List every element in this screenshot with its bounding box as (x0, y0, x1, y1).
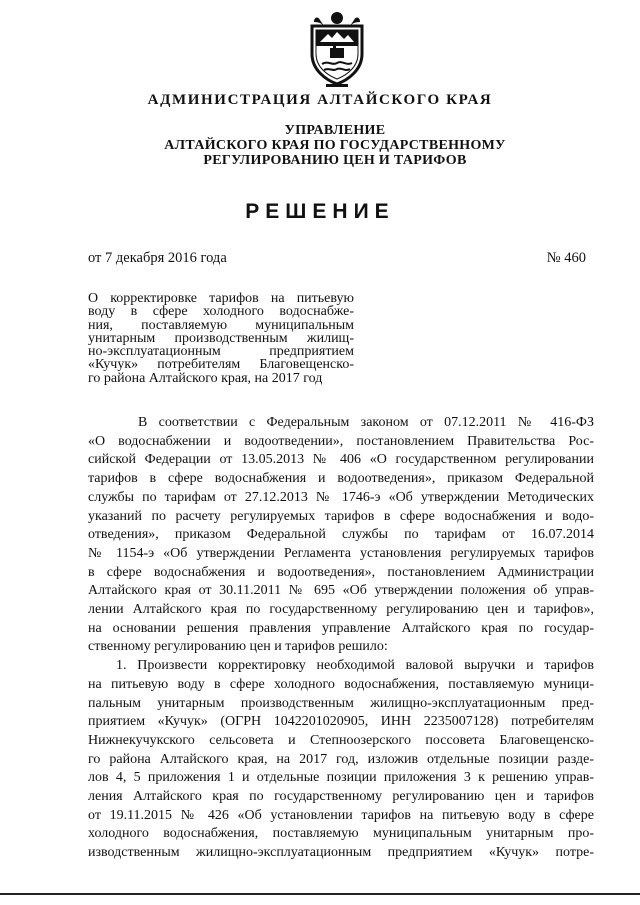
page-bottom-rule (0, 893, 640, 895)
body-line: указаний по расчету регулируемых тарифов в сфере водоснабжения и водо- (88, 508, 594, 524)
body-line: пальным унитарным производственным жилищно-эксплуатационным пред- (88, 695, 594, 711)
department-line: УПРАВЛЕНИЕ (284, 123, 386, 138)
body-line: холодного водоснабжения, поставляемую муниципальным унитарным про- (88, 826, 594, 842)
department-line: АЛТАЙСКОГО КРАЯ ПО ГОСУДАРСТВЕННОМУ (164, 138, 506, 153)
subject-line: «Кучук» потребителям Благовещенско- (88, 357, 354, 373)
document-type-heading: РЕШЕНИЕ (245, 200, 395, 223)
administration-title: АДМИНИСТРАЦИЯ АЛТАЙСКОГО КРАЯ (147, 92, 493, 108)
body-line: тарифов в сфере водоснабжения и водоотведения», приказом Федеральной (88, 471, 594, 487)
body-line: ственному регулированию цен и тарифов решило: (88, 639, 388, 655)
body-line: Нижнекучукского сельсовета и Степноозерского поссовета Благовещенско- (88, 732, 594, 748)
body-line: приятием «Кучук» (ОГРН 1042201020905, ИНН 2235007128) потребителям (88, 714, 594, 730)
document-subject (88, 292, 354, 385)
document-number: № 460 (546, 250, 586, 266)
subject-line: ния, поставляемую муниципальным (88, 317, 354, 333)
subject-line: унитарным производственным жилищ- (88, 330, 354, 346)
body-line: В соответствии с Федеральным законом от 07.12.2011 № 416-ФЗ (138, 415, 594, 430)
body-line: № 1154-э «Об утверждении Регламента установления регулируемых тарифов (88, 545, 594, 561)
document-date: от 7 декабря 2016 года (88, 250, 227, 266)
body-line: лении Алтайского края по государственному регулированию цен и тарифов», (88, 602, 594, 618)
subject-line: го района Алтайского края, на 2017 год (88, 370, 323, 386)
department-title (100, 123, 570, 168)
body-line: «О водоснабжении и водоотведении», постановлением Правительства Рос- (88, 433, 594, 449)
body-line: сийской Федерации от 13.05.2013 № 406 «О государственном регулировании (88, 452, 594, 468)
subject-line: но-эксплуатационным предприятием (88, 344, 354, 360)
coat-of-arms-icon (300, 8, 374, 88)
body-line: ления Алтайского края по государственному регулированию цен и тарифов (88, 789, 594, 805)
body-line: от 19.11.2015 № 426 «Об установлении тарифов на питьевую воду в сфере (88, 807, 594, 823)
body-line: в сфере водоснабжения и водоотведения», постановлением Администрации (88, 564, 594, 580)
body-line: го района Алтайского края, на 2017 год, изложив отдельные позиции разде- (88, 751, 594, 767)
body-line: отведения», приказом Федеральной службы по тарифам от 16.07.2014 (88, 527, 594, 543)
department-line: РЕГУЛИРОВАНИЮ ЦЕН И ТАРИФОВ (203, 153, 467, 168)
body-line: 1. Произвести корректировку необходимой валовой выручки и тарифов (116, 658, 594, 674)
body-line: службы по тарифам от 27.12.2013 № 1746-э «Об утверждении Методических (88, 489, 594, 505)
subject-line: воду в сфере холодного водоснабже- (88, 304, 354, 320)
body-line: Алтайского края от 30.11.2011 № 695 «Об утверждении положения об управ- (88, 583, 594, 599)
document-body (88, 414, 594, 863)
subject-line: О корректировке тарифов на питьевую (88, 291, 354, 306)
body-line: изводственным жилищно-эксплуатационным предприятием «Кучук» потре- (88, 845, 594, 861)
body-line: на основании решения правления управление Алтайского края по государ- (88, 620, 594, 636)
body-line: на питьевую воду в сфере холодного водоснабжения, поставляемую муници- (88, 676, 594, 692)
body-line: лов 4, 5 приложения 1 и отдельные позиции приложения 3 к решению управ- (88, 770, 594, 786)
